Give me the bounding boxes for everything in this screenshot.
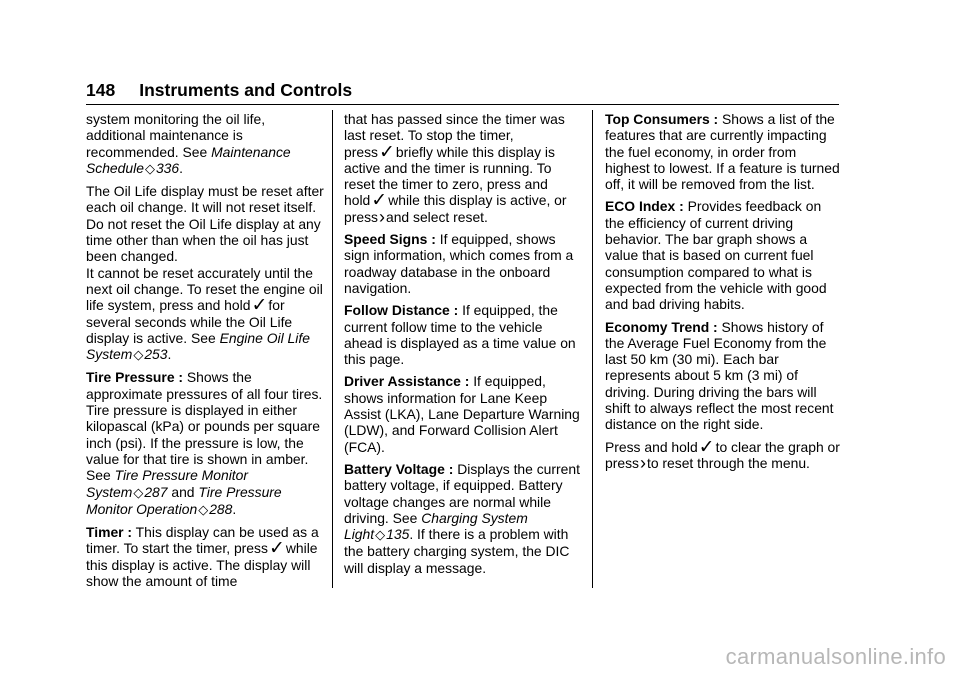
forward-arrow-icon: › xyxy=(639,452,646,473)
link-tire-pressure-monitor-system[interactable]: Tire Pressure Monitor System xyxy=(86,467,248,500)
timer-paragraph: Timer : This display can be used as a timer. To start the timer, press✓while this display is active. The display will show the amount of time xyxy=(86,524,319,590)
column-2 xyxy=(344,111,582,582)
top-consumers-paragraph: Top Consumers : Shows a list of the features that are currently impacting the fuel economy, in order from highest to lowest. If a feature is turned off, it will be removed from the list. xyxy=(605,111,840,193)
forward-arrow-icon: › xyxy=(378,206,385,227)
speed-signs-label: Speed Signs : xyxy=(344,231,436,248)
checkmark-icon: ✓ xyxy=(251,295,268,317)
checkmark-icon: ✓ xyxy=(268,538,285,560)
follow-distance-paragraph: Follow Distance : If equipped, the current follow time to the vehicle ahead is displayed as a time value on this page. xyxy=(344,302,576,368)
economy-trend-label: Economy Trend : xyxy=(605,318,718,335)
header-rule xyxy=(86,104,839,105)
page-ref-253[interactable]: 253 xyxy=(144,346,168,363)
driver-assistance-label: Driver Assistance : xyxy=(344,373,470,390)
page-ref-icon: ◇ xyxy=(133,484,144,500)
eco-index-paragraph: ECO Index : Provides feedback on the efficiency of current driving behavior. The bar graph shows a value that is based on current fuel consumption compared to what is expected from the vehicle with good and bad driving habits. xyxy=(605,198,827,313)
column-divider-2 xyxy=(592,110,593,588)
page-ref-icon: ◇ xyxy=(144,160,155,176)
follow-distance-label: Follow Distance : xyxy=(344,302,459,319)
page-number: 148 xyxy=(86,80,116,100)
page-ref-336[interactable]: 336 xyxy=(155,159,180,176)
timer-continued-paragraph: that has passed since the timer was last reset. To stop the timer, press✓briefly while this display is active and the timer is running. To reset the timer to zero, press and hold✓while this display is active, or press›and select reset. xyxy=(344,111,567,227)
column-3 xyxy=(605,111,841,477)
column-divider-1 xyxy=(332,110,333,588)
oil-life-reset-paragraph-2: It cannot be reset accurately until the next oil change. To reset the engine oil life system, press and hold✓for several seconds while the Oil Life display is active. See Engine Oil Life System◇253. xyxy=(86,264,323,363)
link-maintenance-schedule[interactable]: Maintenance Schedule xyxy=(86,143,291,176)
checkmark-icon: ✓ xyxy=(371,190,388,212)
battery-voltage-paragraph: Battery Voltage : Displays the current battery voltage, if equipped. Battery voltage changes are normal while driving. See Charging System Light◇135. If there is a problem with the battery charging system, the DIC will display a message. xyxy=(344,460,580,576)
link-charging-system-light[interactable]: Charging System Light xyxy=(344,509,528,543)
section-title: Instruments and Controls xyxy=(139,80,353,100)
press-and-hold-paragraph: Press and hold✓to clear the graph or press›to reset through the menu. xyxy=(605,436,840,473)
tire-pressure-label: Tire Pressure : xyxy=(86,369,184,386)
eco-index-label: ECO Index : xyxy=(605,198,684,215)
checkmark-icon: ✓ xyxy=(698,436,715,458)
oil-life-paragraph: system monitoring the oil life, additional maintenance is recommended. See Maintenance Schedule◇336. xyxy=(86,111,291,176)
link-engine-oil-life-system[interactable]: Engine Oil Life System xyxy=(86,329,310,363)
page-ref-icon: ◇ xyxy=(375,527,386,543)
timer-label: Timer : xyxy=(86,524,133,541)
page-ref-287[interactable]: 287 xyxy=(144,483,168,500)
checkmark-icon: ✓ xyxy=(378,141,395,163)
page-ref-135[interactable]: 135 xyxy=(386,526,410,543)
watermark: carmanualsonline.info xyxy=(725,644,946,669)
link-tire-pressure-monitor-operation[interactable]: Tire Pressure Monitor Operation xyxy=(86,483,282,517)
economy-trend-paragraph: Economy Trend : Shows history of the Average Fuel Economy from the last 50 km (30 mi). Each bar represents about 5 km (3 mi) of driving. During driving the bars will shift to always reflect the most recent distance on the right side. xyxy=(605,318,834,433)
top-consumers-label: Top Consumers : xyxy=(605,111,719,127)
oil-life-reset-paragraph: The Oil Life display must be reset after each oil change. It will not reset itself. Do not reset the Oil Life display at any time other than when the oil has just been changed. xyxy=(86,183,324,265)
page-ref-icon: ◇ xyxy=(133,347,144,363)
page-header xyxy=(86,80,352,101)
speed-signs-paragraph: Speed Signs : If equipped, shows sign information, which comes from a roadway database in the onboard navigation. xyxy=(344,231,574,296)
column-1 xyxy=(86,111,324,595)
battery-voltage-label: Battery Voltage : xyxy=(344,460,454,477)
page-ref-icon: ◇ xyxy=(198,501,209,517)
tire-pressure-paragraph: Tire Pressure : Shows the approximate pressures of all four tires. Tire pressure is displayed in either kilopascal (kPa) or pounds per square inch (psi). If the pressure is low, the value for that tire is shown in amber. See Tire Pressure Monitor System◇287 and Tire Pressure Monitor Operation◇288. xyxy=(86,369,323,517)
page-ref-288[interactable]: 288 xyxy=(209,500,233,517)
driver-assistance-paragraph: Driver Assistance : If equipped, shows information for Lane Keep Assist (LKA), Lane Departure Warning (LDW), and Forward Collision Alert (FCA). xyxy=(344,373,580,455)
